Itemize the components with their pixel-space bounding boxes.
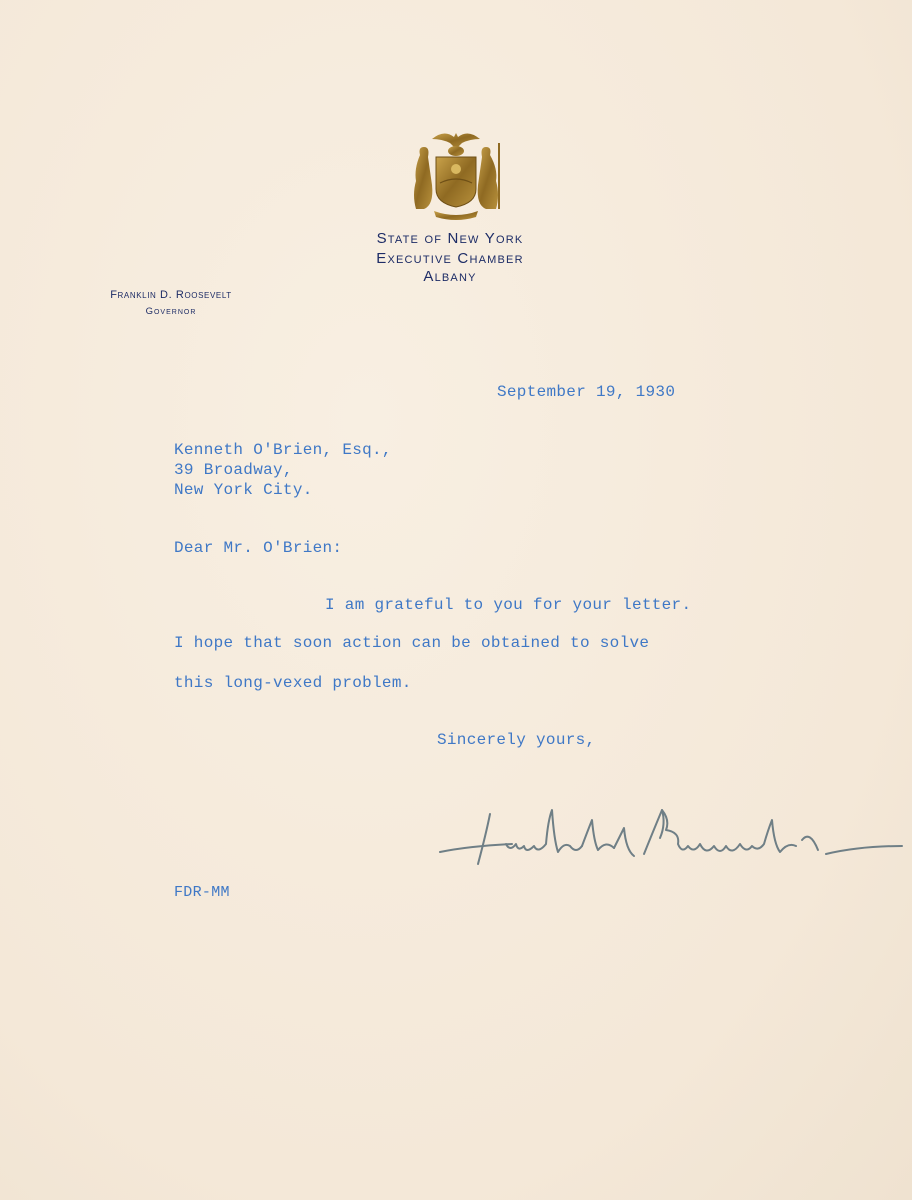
- state-seal-icon: [410, 125, 502, 221]
- body-line: I am grateful to you for your letter.: [325, 596, 692, 614]
- letterhead-chamber: Executive Chamber: [376, 250, 524, 267]
- salutation: Dear Mr. O'Brien:: [174, 539, 343, 557]
- recipient-street: 39 Broadway,: [174, 461, 293, 479]
- recipient-name: Kenneth O'Brien, Esq.,: [174, 441, 392, 459]
- governor-title: Governor: [145, 306, 197, 317]
- letterhead-state: State of New York: [376, 230, 524, 247]
- body-line: I hope that soon action can be obtained to solve: [174, 634, 650, 652]
- letterhead-city: Albany: [423, 268, 477, 285]
- handwritten-signature: [430, 790, 910, 890]
- body-line: this long-vexed problem.: [174, 674, 412, 692]
- letter-date: September 19, 1930: [497, 383, 676, 401]
- governor-name: Franklin D. Roosevelt: [110, 289, 232, 301]
- reference-initials: FDR-MM: [174, 884, 230, 901]
- recipient-city: New York City.: [174, 481, 313, 499]
- closing: Sincerely yours,: [437, 731, 596, 749]
